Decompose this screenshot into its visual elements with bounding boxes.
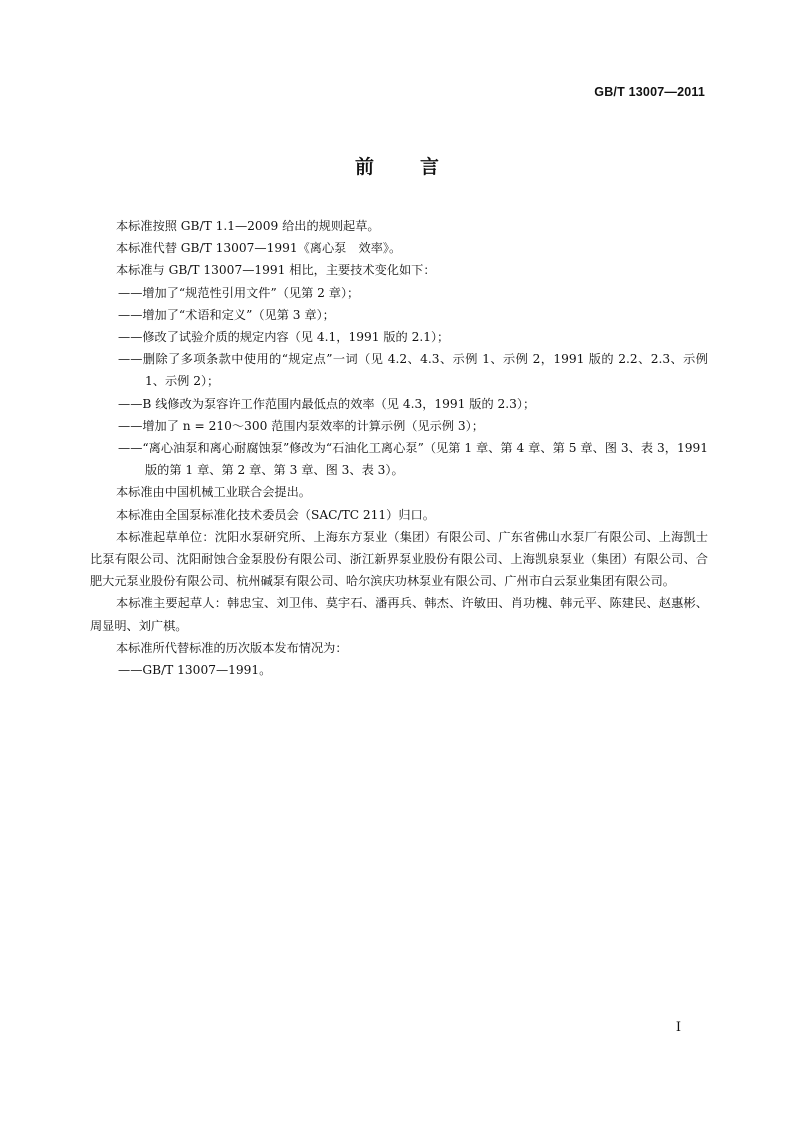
change-item: ——修改了试验介质的规定内容（见 4.1，1991 版的 2.1）；: [118, 330, 450, 345]
change-item: ——增加了“规范性引用文件”（见第 2 章）；: [118, 285, 360, 300]
paragraph-drafters: 本标准主要起草人：韩忠宝、刘卫伟、莫宇石、潘再兵、韩杰、许敏田、肖功槐、韩元平、陈建民、赵惠彬、周显明、刘广棋。: [90, 596, 708, 633]
page-number: I: [675, 1020, 681, 1035]
paragraph-replaces: 本标准代替 GB/T 13007—1991《离心泵 效率》。: [116, 241, 402, 256]
foreword-body: [90, 215, 708, 681]
paragraph-drafting-units: 本标准起草单位：沈阳水泵研究所、上海东方泵业（集团）有限公司、广东省佛山水泵厂有限公司、上海凯士比泵有限公司、沈阳耐蚀合金泵股份有限公司、浙江新界泵业股份有限公司、上海凯泉泵业（集团）有限公司、合肥大元泵业股份有限公司、杭州碱泵有限公司、哈尔滨庆功林泵业有限公司、广州市白云泵业集团有限公司。: [90, 529, 708, 589]
change-item: ——增加了“术语和定义”（见第 3 章）；: [118, 307, 335, 322]
paragraph-changes-intro: 本标准与 GB/T 13007—1991 相比，主要技术变化如下：: [116, 263, 436, 278]
page-title: 前言: [354, 156, 485, 178]
paragraph-centralized-by: 本标准由全国泵标准化技术委员会（SAC/TC 211）归口。: [116, 507, 435, 522]
standard-code: GB/T 13007—2011: [594, 85, 705, 99]
history-item: ——GB/T 13007—1991。: [118, 663, 272, 678]
paragraph-history-intro: 本标准所代替标准的历次版本发布情况为：: [116, 640, 348, 655]
paragraph-drafting-rules: 本标准按照 GB/T 1.1—2009 给出的规则起草。: [116, 219, 380, 233]
paragraph-proposed-by: 本标准由中国机械工业联合会提出。: [116, 485, 311, 500]
change-item: ——“离心油泵和离心耐腐蚀泵”修改为“石油化工离心泵”（见第 1 章、第 4 章、第 5 章、图 3、表 3，1991 版的第 1 章、第 2 章、第 3 章、图 3、表 3）。: [118, 441, 708, 478]
change-item: ——删除了多项条款中使用的“规定点”一词（见 4.2、4.3、示例 1、示例 2，1991 版的 2.2、2.3、示例 1、示例 2）；: [118, 352, 708, 389]
change-item: ——增加了 n = 210～300 范围内泵效率的计算示例（见示例 3）；: [118, 418, 484, 433]
change-item: ——B 线修改为泵容许工作范围内最低点的效率（见 4.3，1991 版的 2.3）；: [118, 396, 536, 411]
